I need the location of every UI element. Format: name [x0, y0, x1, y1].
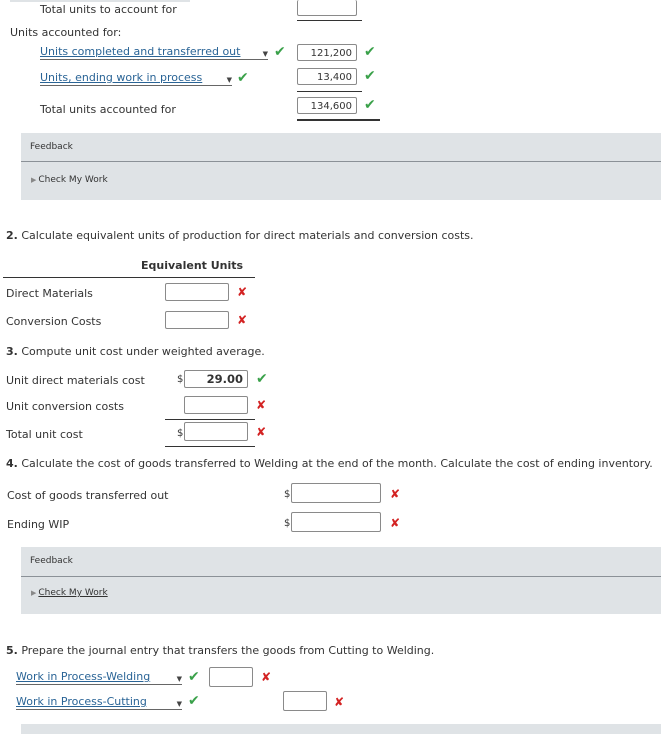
- journal-credit-account-select[interactable]: [16, 696, 182, 710]
- cross-icon: ✘: [237, 313, 248, 327]
- feedback-divider: [21, 576, 661, 577]
- question-5-text: Prepare the journal entry that transfers the goods from Cutting to Welding.: [21, 644, 435, 657]
- total-units-accounted-label: Total units accounted for: [40, 103, 176, 116]
- equivalent-units-header: Equivalent Units: [141, 259, 244, 272]
- question-3: [6, 345, 265, 358]
- units-completed-select-label: Units completed and transferred out: [40, 45, 241, 58]
- currency-symbol: $: [177, 428, 184, 439]
- journal-credit-account-label: Work in Process-Cutting: [16, 695, 147, 708]
- total-units-to-account-input[interactable]: [297, 0, 357, 16]
- direct-materials-label: Direct Materials: [6, 287, 93, 300]
- question-4: [6, 457, 653, 470]
- question-4-text: Calculate the cost of goods transferred to Welding at the end of the month. Calculate the cost of ending inventory.: [21, 457, 653, 470]
- unit-conversion-cost-label: Unit conversion costs: [6, 400, 124, 413]
- cost-transferred-out-label: Cost of goods transferred out: [7, 489, 169, 502]
- feedback-panel: [21, 133, 661, 200]
- total-unit-cost-input[interactable]: [184, 422, 248, 441]
- conversion-costs-eu-input[interactable]: [165, 311, 229, 329]
- cross-icon: ✘: [390, 516, 401, 530]
- chevron-down-icon: ▼: [262, 50, 268, 58]
- bottom-panel-edge: [21, 724, 661, 734]
- unit-dm-cost-input[interactable]: 29.00: [184, 370, 248, 388]
- total-unit-cost-rule: [165, 446, 255, 447]
- feedback-title: Feedback: [30, 556, 73, 566]
- check-icon: ✔: [188, 693, 200, 709]
- question-2: [6, 229, 474, 242]
- check-my-work-label: Check My Work: [38, 175, 108, 185]
- currency-symbol: $: [284, 518, 291, 529]
- cross-icon: ✘: [261, 670, 272, 684]
- units-completed-input[interactable]: 121,200: [297, 44, 357, 61]
- check-icon: ✔: [364, 97, 376, 113]
- check-icon: ✔: [364, 44, 376, 60]
- feedback-panel: [21, 547, 661, 614]
- check-icon: ✔: [188, 669, 200, 685]
- units-ending-wip-select[interactable]: [40, 72, 232, 86]
- feedback-title: Feedback: [30, 142, 73, 152]
- check-icon: ✔: [256, 371, 268, 387]
- chevron-down-icon: ▼: [226, 76, 232, 84]
- check-my-work-toggle[interactable]: [31, 175, 108, 185]
- question-3-number: 3.: [6, 345, 18, 358]
- units-ending-wip-select-label: Units, ending work in process: [40, 71, 203, 84]
- total-units-to-account-label: Total units to account for: [40, 3, 177, 16]
- question-4-number: 4.: [6, 457, 18, 470]
- question-5-number: 5.: [6, 644, 18, 657]
- cross-icon: ✘: [256, 425, 267, 439]
- check-icon: ✔: [237, 70, 249, 86]
- chevron-down-icon: ▼: [176, 700, 182, 708]
- units-accounted-for-label: Units accounted for:: [10, 26, 122, 39]
- ending-wip-cost-input[interactable]: [291, 512, 381, 532]
- check-icon: ✔: [364, 68, 376, 84]
- total-to-account-rule: [297, 20, 362, 21]
- equivalent-units-header-rule: [3, 277, 255, 278]
- unit-dm-cost-label: Unit direct materials cost: [6, 374, 145, 387]
- journal-debit-account-select[interactable]: [16, 671, 182, 685]
- question-3-text: Compute unit cost under weighted average.: [21, 345, 265, 358]
- question-2-text: Calculate equivalent units of production for direct materials and conversion costs.: [21, 229, 474, 242]
- question-2-number: 2.: [6, 229, 18, 242]
- check-my-work-label: Check My Work: [38, 588, 108, 598]
- journal-debit-account-label: Work in Process-Welding: [16, 670, 151, 683]
- ending-wip-label: Ending WIP: [7, 518, 70, 531]
- total-units-accounted-input[interactable]: 134,600: [297, 97, 357, 114]
- units-completed-select[interactable]: [40, 46, 268, 60]
- check-icon: ✔: [274, 44, 286, 60]
- total-double-rule: [297, 119, 380, 121]
- cross-icon: ✘: [390, 487, 401, 501]
- unit-conversion-cost-input[interactable]: [184, 396, 248, 414]
- units-ending-wip-input[interactable]: 13,400: [297, 68, 357, 85]
- feedback-divider: [21, 161, 661, 162]
- direct-materials-eu-input[interactable]: [165, 283, 229, 301]
- currency-symbol: $: [284, 489, 291, 500]
- top-panel-edge: [10, 0, 190, 2]
- currency-symbol: $: [177, 374, 184, 385]
- subtotal-rule: [297, 91, 362, 92]
- conversion-costs-label: Conversion Costs: [6, 315, 102, 328]
- journal-credit-amount-input[interactable]: [283, 691, 327, 711]
- total-unit-cost-label: Total unit cost: [6, 428, 83, 441]
- question-5: [6, 644, 434, 657]
- cross-icon: ✘: [334, 695, 345, 709]
- chevron-down-icon: ▼: [176, 675, 182, 683]
- journal-debit-amount-input[interactable]: [209, 667, 253, 687]
- triangle-right-icon: ▶: [31, 176, 37, 184]
- unit-cost-subtotal-rule: [165, 419, 255, 420]
- cross-icon: ✘: [256, 398, 267, 412]
- cross-icon: ✘: [237, 285, 248, 299]
- triangle-right-icon: ▶: [31, 589, 37, 597]
- cost-transferred-out-input[interactable]: [291, 483, 381, 503]
- check-my-work-toggle[interactable]: [31, 588, 108, 598]
